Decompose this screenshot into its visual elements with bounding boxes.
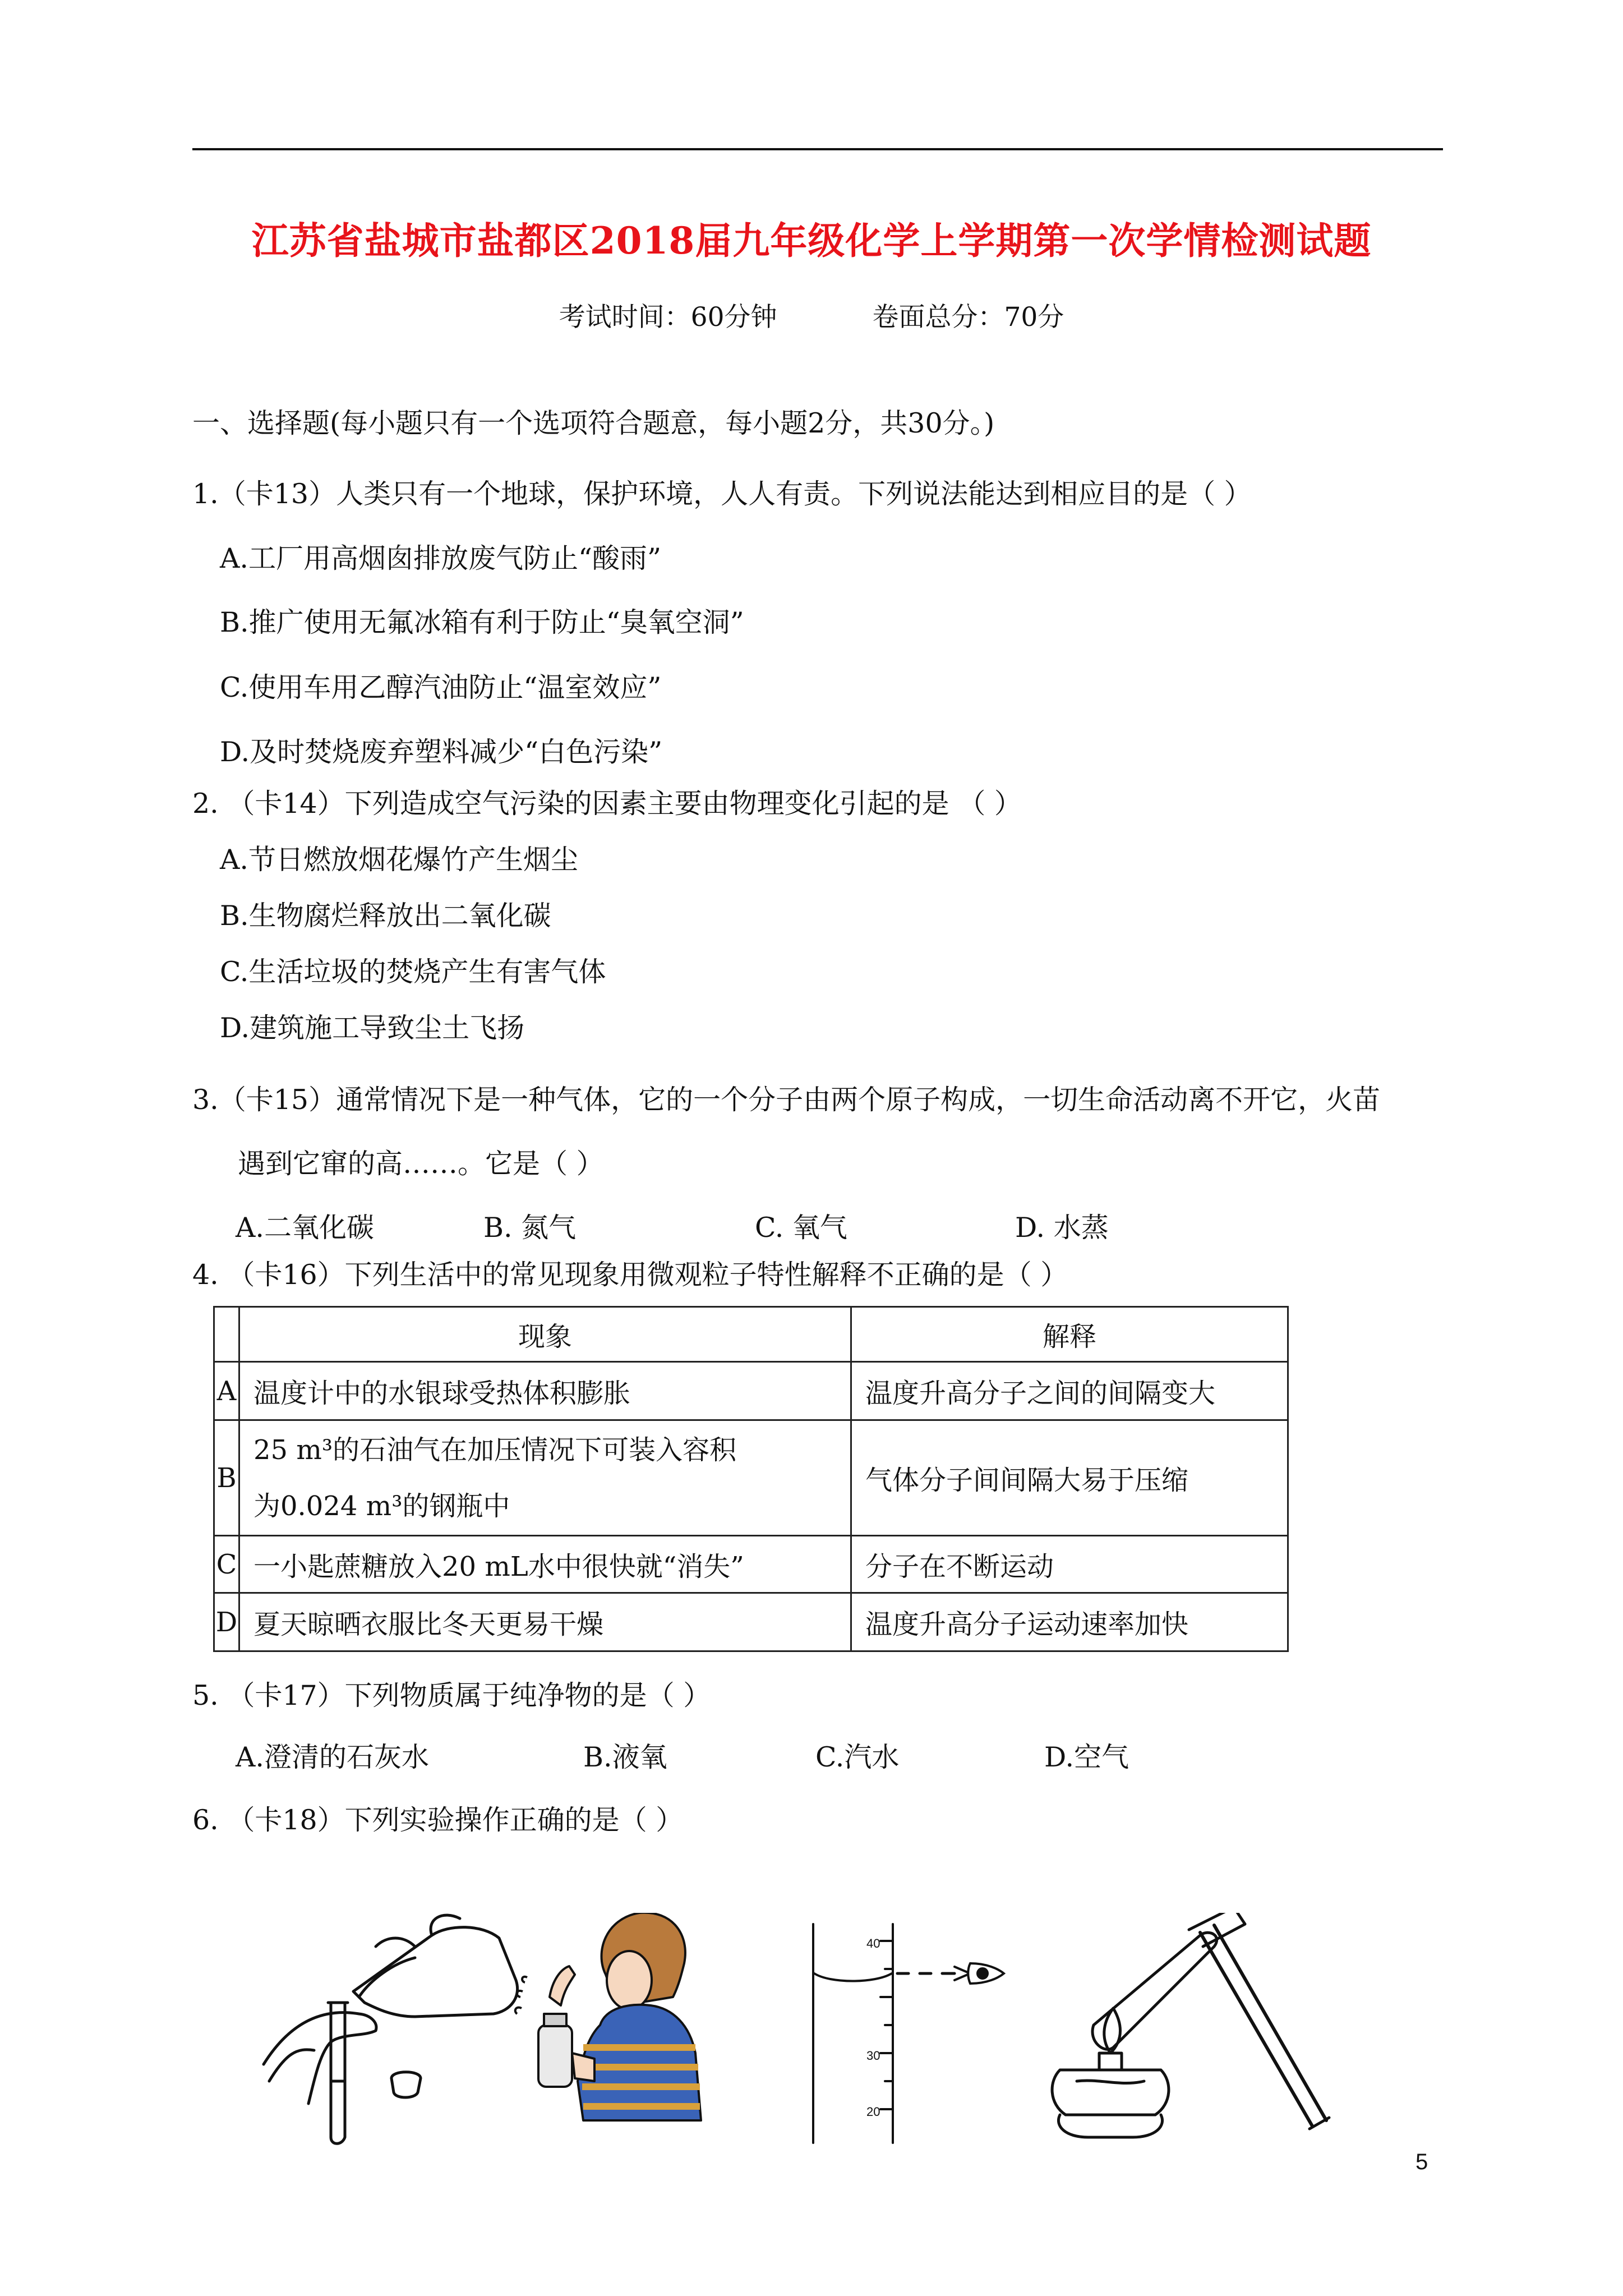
question-1-option-c: C.使用车用乙醇汽油防止“温室效应” — [220, 671, 662, 703]
question-1-stem: 1.（卡13）人类只有一个地球，保护环境，人人有责。下列说法能达到相应目的是（ ） — [192, 478, 1252, 510]
question-5-option-c: C.汽水 — [815, 1741, 900, 1773]
table-header-phenomenon: 现象 — [239, 1307, 851, 1362]
header-rule — [192, 148, 1443, 150]
question-6-figures — [247, 1913, 1368, 2148]
table-header-row — [214, 1307, 1288, 1362]
question-1-option-b: B.推广使用无氟冰箱有利于防止“臭氧空洞” — [220, 606, 744, 638]
table-row — [214, 1593, 1288, 1651]
table-row — [214, 1420, 1288, 1536]
section-heading: 一、选择题(每小题只有一个选项符合题意，每小题2分，共30分。) — [192, 407, 995, 439]
question-2-option-d: D.建筑施工导致尘土飞扬 — [220, 1012, 525, 1044]
table-row — [214, 1536, 1288, 1593]
question-3-option-a: A.二氧化碳 — [236, 1212, 374, 1244]
table-header-explanation: 解释 — [851, 1307, 1288, 1362]
page-number: 5 — [1415, 2150, 1428, 2174]
cylinder-tick-label: 30 — [866, 2049, 880, 2063]
question-2-stem: 2. （卡14）下列造成空气污染的因素主要由物理变化引起的是 （ ） — [192, 788, 1022, 820]
pouring-liquid-illustration — [264, 1915, 518, 2143]
cylinder-reading-illustration — [813, 1924, 1004, 2143]
table-header-key — [214, 1307, 239, 1362]
row-phenomenon-line1: 25 m³的石油气在加压情况下可装入容积 — [253, 1434, 737, 1466]
boy-smelling-illustration — [515, 1913, 701, 2120]
question-5-option-d: D.空气 — [1044, 1741, 1129, 1773]
question-5-option-b: B.液氧 — [583, 1741, 667, 1773]
exam-title: 江苏省盐城市盐都区2018届九年级化学上学期第一次学情检测试题 — [251, 219, 1372, 263]
question-1-option-d: D.及时焚烧废弃塑料减少“白色污染” — [220, 736, 663, 768]
table-row — [214, 1362, 1288, 1420]
question-2-option-a: A.节日燃放烟花爆竹产生烟尘 — [220, 844, 578, 876]
row-explanation: 气体分子间间隔大易于压缩 — [851, 1420, 1288, 1536]
row-explanation: 温度升高分子运动速率加快 — [851, 1593, 1288, 1651]
row-key: D — [214, 1593, 239, 1651]
question-2-option-b: B.生物腐烂释放出二氧化碳 — [220, 900, 551, 932]
question-3-stem-line2: 遇到它窜的高……。它是（ ） — [238, 1148, 604, 1180]
question-3-option-b: B. 氮气 — [483, 1212, 577, 1244]
row-explanation: 温度升高分子之间的间隔变大 — [851, 1362, 1288, 1420]
cylinder-tick-label: 40 — [866, 1936, 880, 1950]
exam-info — [0, 296, 1623, 334]
exam-score: 卷面总分：70分 — [872, 302, 1064, 333]
exam-time: 考试时间：60分钟 — [559, 302, 777, 333]
row-phenomenon: 一小匙蔗糖放入20 mL水中很快就“消失” — [239, 1536, 851, 1593]
row-explanation: 分子在不断运动 — [851, 1536, 1288, 1593]
question-6-stem: 6. （卡18）下列实验操作正确的是（ ） — [192, 1804, 684, 1836]
question-4-table — [213, 1306, 1289, 1652]
row-phenomenon: 温度计中的水银球受热体积膨胀 — [239, 1362, 851, 1420]
question-1-option-a: A.工厂用高烟囱排放废气防止“酸雨” — [220, 542, 662, 574]
question-3-option-d: D. 水蒸 — [1015, 1212, 1109, 1244]
heating-test-tube-illustration — [1052, 1913, 1329, 2137]
question-5-stem: 5. （卡17）下列物质属于纯净物的是（ ） — [192, 1680, 711, 1711]
row-phenomenon — [239, 1420, 851, 1536]
question-5-option-a: A.澄清的石灰水 — [236, 1741, 429, 1773]
question-4-stem: 4. （卡16）下列生活中的常见现象用微观粒子特性解释不正确的是（ ） — [192, 1259, 1068, 1291]
row-phenomenon-line2: 为0.024 m³的钢瓶中 — [253, 1490, 510, 1522]
row-key: B — [214, 1420, 239, 1536]
row-key: A — [214, 1362, 239, 1420]
cylinder-tick-label: 20 — [866, 2105, 880, 2119]
question-2-option-c: C.生活垃圾的焚烧产生有害气体 — [220, 956, 606, 988]
row-key: C — [214, 1536, 239, 1593]
row-phenomenon: 夏天晾晒衣服比冬天更易干燥 — [239, 1593, 851, 1651]
question-3-option-c: C. 氧气 — [755, 1212, 847, 1244]
question-3-stem-line1: 3.（卡15）通常情况下是一种气体，它的一个分子由两个原子构成，一切生命活动离不开它，火苗 — [192, 1084, 1381, 1116]
